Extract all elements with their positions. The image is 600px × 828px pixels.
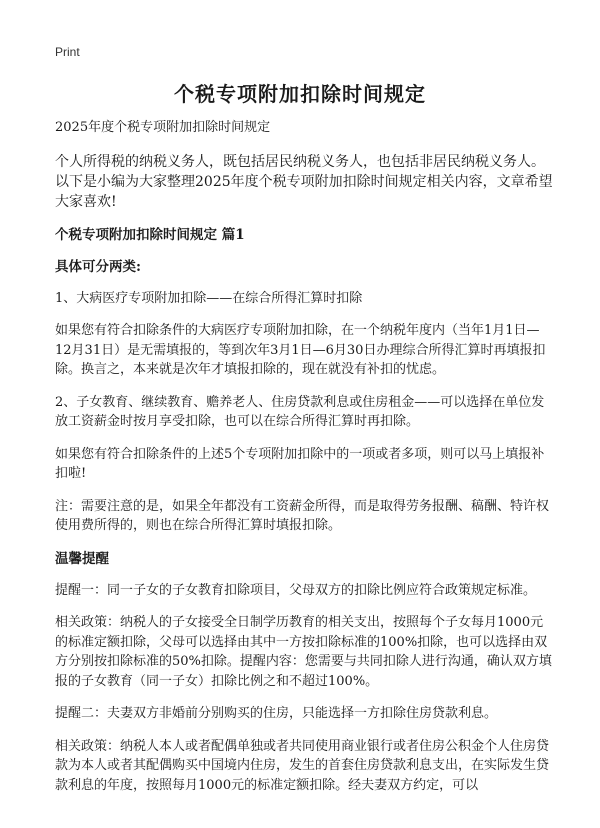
policy2-paragraph: 相关政策：纳税人本人或者配偶单独或者共同使用商业银行或者住房公积金个人住房贷款为本人或者其配偶购买中国境内住房，发生的首套住房贷款利息支出，在实际发生贷款利息的年度，按照每月1000元的标准定额扣除。经夫妻双方约定，可以 <box>55 738 550 793</box>
tips-heading: 温馨提醒 <box>55 550 109 567</box>
item2-body: 2、子女教育、继续教育、赡养老人、住房贷款利息或住房租金——可以选择在单位发放工资薪金时按月享受扣除，也可以在综合所得汇算时再扣除。 <box>55 394 545 429</box>
section-subheading: 具体可分两类: <box>55 258 141 275</box>
note-paragraph: 注：需要注意的是，如果全年都没有工资薪金所得，而是取得劳务报酬、稿酬、特许权使用费所得的，则也在综合所得汇算时填报扣除。 <box>55 498 550 533</box>
five-items-paragraph: 如果您有符合扣除条件的上述5个专项附加扣除中的一项或者多项，则可以马上填报补扣啦! <box>55 446 545 481</box>
policy1-paragraph: 相关政策：纳税人的子女接受全日制学历教育的相关支出，按照每个子女每月1000元的标准定额扣除，父母可以选择由其中一方按扣除标准的100%扣除，也可以选择由双方分别按扣除标准的50%扣除。提醒内容：您需要与共同扣除人进行沟通，确认双方填报的子女教育（同一子女）扣除比例之和不超过100%。 <box>55 615 552 689</box>
tip1-paragraph: 提醒一：同一子女的子女教育扣除项目，父母双方的扣除比例应符合政策规定标准。 <box>55 582 537 598</box>
tip2-paragraph: 提醒二：夫妻双方非婚前分别购买的住房，只能选择一方扣除住房贷款利息。 <box>55 706 498 721</box>
intro-paragraph: 个人所得税的纳税义务人，既包括居民纳税义务人，也包括非居民纳税义务人。以下是小编为大家整理2025年度个税专项附加扣除时间规定相关内容，文章希望大家喜欢! <box>55 153 553 210</box>
item1-title: 1、大病医疗专项附加扣除——在综合所得汇算时扣除 <box>55 290 363 306</box>
section-heading: 个税专项附加扣除时间规定 篇1 <box>55 226 245 243</box>
document-title: 个税专项附加扣除时间规定 <box>174 82 426 106</box>
item1-body: 如果您有符合扣除条件的大病医疗专项附加扣除，在一个纳税年度内（当年1月1日—12月31日）是无需填报的，等到次年3月1日—6月30日办理综合所得汇算时再填报扣除。换言之，本来就是次年才填报扣除的，现在就没有补扣的忧虑。 <box>55 323 546 377</box>
document-body <box>55 118 555 808</box>
print-label: Print <box>55 45 80 59</box>
subtitle-paragraph: 2025年度个税专项附加扣除时间规定 <box>55 120 271 135</box>
